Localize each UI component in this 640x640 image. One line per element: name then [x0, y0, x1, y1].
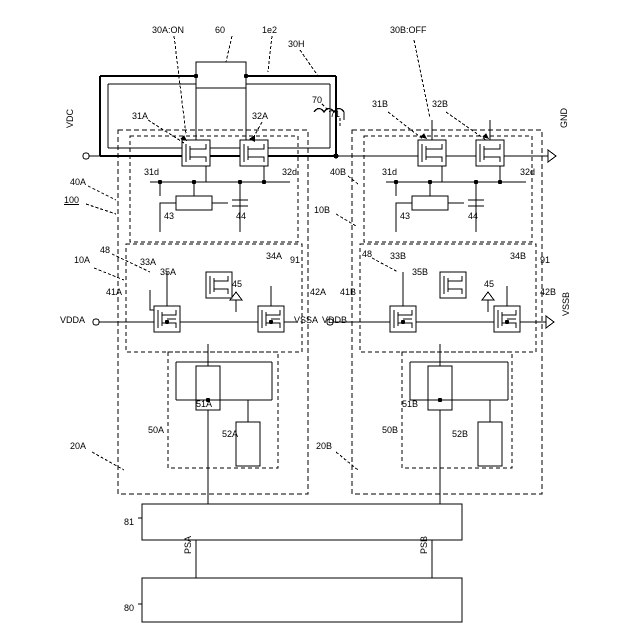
schematic-label-l-34b: 34B	[510, 251, 527, 261]
schematic-label-l-91-a: 91	[290, 255, 301, 265]
schematic-label-l-31b: 31B	[372, 99, 389, 109]
schematic-label-l-48-b: 48	[362, 249, 373, 259]
schematic-label-l-50b: 50B	[382, 425, 399, 435]
schematic-label-l-30h: 30H	[288, 39, 305, 49]
schematic-label-l-81: 81	[124, 517, 135, 527]
schematic-label-l-35b: 35B	[412, 267, 429, 277]
schematic-label-l-10a: 10A	[74, 255, 91, 265]
schematic-label-l-44-b: 44	[468, 211, 479, 221]
schematic-label-l-32b: 32B	[432, 99, 449, 109]
schematic-label-l-41a: 41A	[106, 287, 123, 297]
schematic-label-l-30a-on: 30A:ON	[152, 25, 185, 35]
schematic-label-l-52a: 52A	[222, 429, 239, 439]
schematic-label-l-20a: 20A	[70, 441, 87, 451]
schematic-label-l-43-b: 43	[400, 211, 411, 221]
schematic-label-l-20b: 20B	[316, 441, 333, 451]
schematic-label-l-33a: 33A	[140, 257, 157, 267]
schematic-label-l-31d-b: 31d	[382, 167, 398, 177]
schematic-label-l-1e2: 1e2	[262, 25, 278, 35]
schematic-label-l-10b: 10B	[314, 205, 331, 215]
schematic-label-l-vdda: VDDA	[60, 315, 86, 325]
schematic-label-l-51a: 51A	[196, 399, 213, 409]
schematic-label-l-80: 80	[124, 603, 135, 613]
schematic-label-l-41b: 41B	[340, 287, 357, 297]
schematic-label-l-32d-b: 32d	[520, 167, 536, 177]
schematic-label-l-35a: 35A	[160, 267, 177, 277]
schematic-label-l-32d-a: 32d	[282, 167, 298, 177]
schematic-label-l-31d-a: 31d	[144, 167, 160, 177]
schematic-label-l-vssb: VSSB	[561, 291, 571, 316]
schematic-label-l-42a: 42A	[310, 287, 327, 297]
schematic-label-l-vddb: VDDB	[322, 315, 348, 325]
schematic-label-l-34a: 34A	[266, 251, 283, 261]
schematic-label-l-45-a: 45	[232, 279, 243, 289]
schematic-label-l-psb: PSB	[419, 535, 429, 554]
schematic-label-l-43-a: 43	[164, 211, 175, 221]
schematic-label-l-50a: 50A	[148, 425, 165, 435]
schematic-label-l-70: 70	[312, 95, 323, 105]
schematic-label-l-44-a: 44	[236, 211, 247, 221]
schematic-label-l-71: 71	[330, 109, 341, 119]
schematic-label-l-32a: 32A	[252, 111, 269, 121]
schematic-label-l-40b: 40B	[330, 167, 347, 177]
schematic-label-l-30b-off: 30B:OFF	[390, 25, 427, 35]
schematic-label-l-100: 100	[64, 195, 80, 205]
schematic-label-l-40a: 40A	[70, 177, 87, 187]
schematic-label-l-45-b: 45	[484, 279, 495, 289]
schematic-label-l-31a: 31A	[132, 111, 149, 121]
schematic-label-l-91-b: 91	[540, 255, 551, 265]
schematic-label-l-42b: 42B	[540, 287, 557, 297]
schematic-label-l-48-a: 48	[100, 245, 111, 255]
schematic-label-l-vdc: VDC	[65, 108, 75, 128]
schematic-label-l-vssa: VSSA	[294, 315, 319, 325]
schematic-label-l-psa: PSA	[183, 535, 193, 554]
schematic-label-l-gnd: GND	[559, 108, 569, 128]
schematic-label-l-51b: 51B	[402, 399, 419, 409]
schematic-label-l-52b: 52B	[452, 429, 469, 439]
schematic-label-l-33b: 33B	[390, 251, 407, 261]
schematic-label-l-60: 60	[215, 25, 226, 35]
